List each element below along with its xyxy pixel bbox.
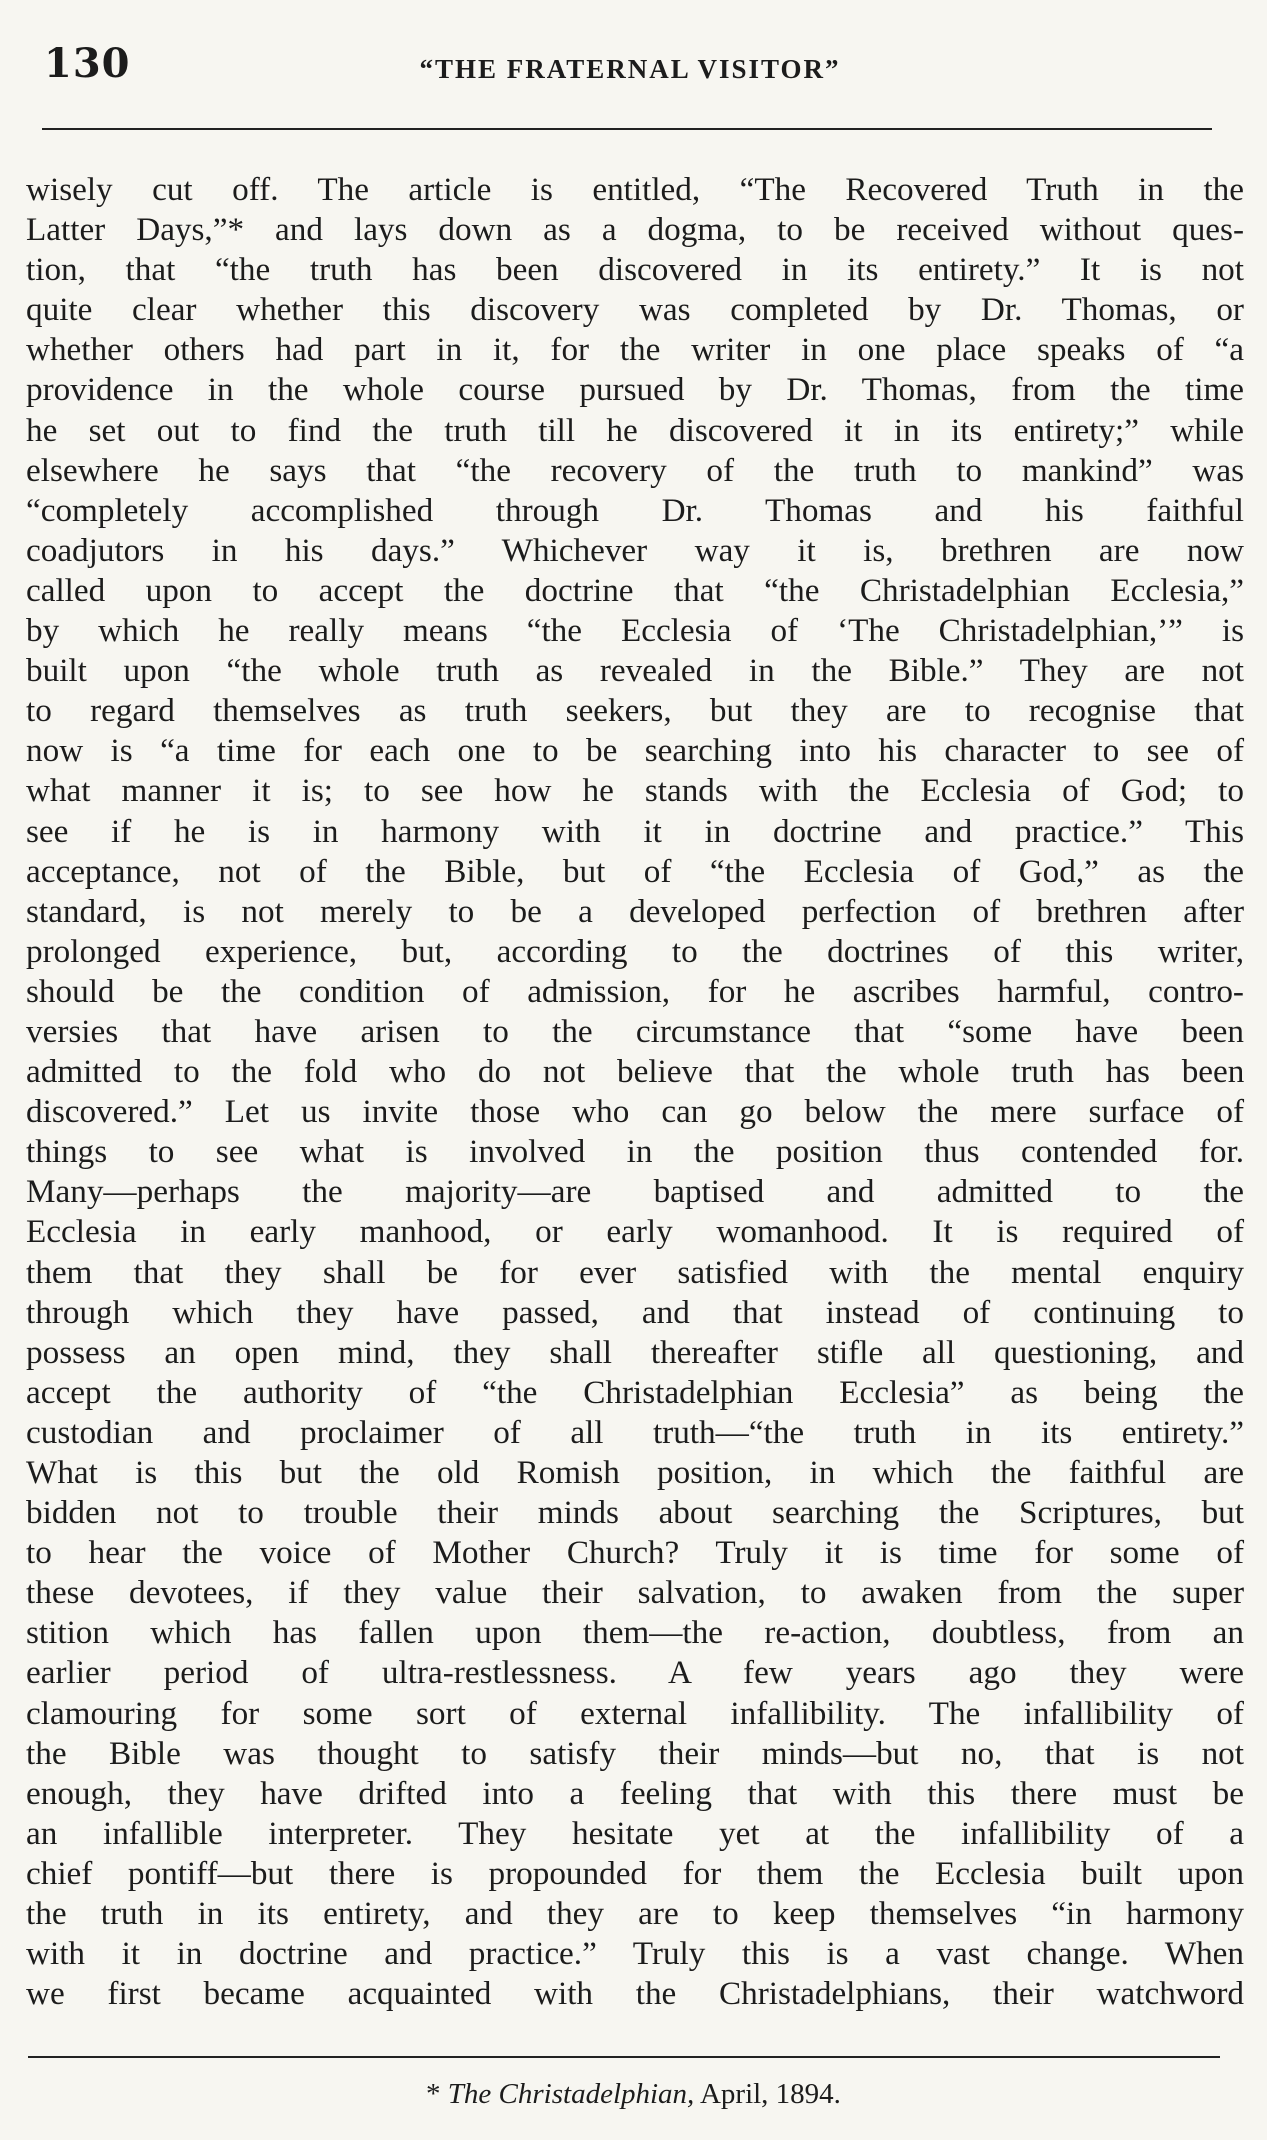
text-line: acceptance, not of the Bible, but of “the Ecclesia of God,” as the: [26, 852, 1244, 890]
page-header: [40, 38, 1220, 98]
text-line: What is this but the old Romish position, in which the faithful are: [26, 1454, 1244, 1491]
running-head: “THE FRATERNAL VISITOR”: [419, 54, 841, 84]
text-line: providence in the whole course pursued by Dr. Thomas, from the time: [26, 371, 1244, 409]
text-line: standard, is not merely to be a developed perfection of brethren after: [26, 892, 1244, 930]
text-line: enough, they have drifted into a feeling that with this there must be: [26, 1774, 1244, 1812]
text-line: tion, that “the truth has been discovered in its entirety.” It is not: [26, 251, 1244, 289]
body-text: [26, 170, 1244, 2014]
text-line: whether others had part in it, for the writer in one place speaks of “a: [26, 331, 1245, 369]
text-line: should be the condition of admission, for he ascribes harmful, contro-: [26, 972, 1244, 1010]
text-line: discovered.” Let us invite those who can go below the mere surface of: [26, 1093, 1244, 1131]
text-line: the Bible was thought to satisfy their minds—but no, that is not: [26, 1734, 1244, 1772]
text-line: versies that have arisen to the circumstance that “some have been: [26, 1012, 1244, 1050]
text-line: things to see what is involved in the position thus contended for.: [26, 1133, 1244, 1171]
text-line: these devotees, if they value their salvation, to awaken from the super: [26, 1574, 1244, 1612]
text-line: Latter Days,”* and lays down as a dogma, to be received without ques-: [26, 211, 1244, 249]
text-line: coadjutors in his days.” Whichever way it is, brethren are now: [26, 531, 1244, 569]
text-line: built upon “the whole truth as revealed in the Bible.” They are not: [26, 652, 1244, 690]
text-line: Many—perhaps the majority—are baptised and admitted to the: [26, 1173, 1244, 1211]
text-line: bidden not to trouble their minds about searching the Scriptures, but: [26, 1494, 1244, 1532]
text-line: quite clear whether this discovery was completed by Dr. Thomas, or: [26, 291, 1244, 329]
text-line: prolonged experience, but, according to the doctrines of this writer,: [26, 932, 1244, 970]
text-line: admitted to the fold who do not believe that the whole truth has been: [26, 1053, 1245, 1091]
text-line: he set out to find the truth till he discovered it in its entirety;” while: [26, 411, 1244, 449]
text-line: clamouring for some sort of external infallibility. The infallibility of: [26, 1694, 1244, 1732]
text-line: the truth in its entirety, and they are to keep themselves “in harmony: [26, 1895, 1244, 1933]
text-line: what manner it is; to see how he stands with the Ecclesia of God; to: [26, 772, 1244, 810]
text-line: “completely accomplished through Dr. Thomas and his faithful: [26, 491, 1244, 529]
text-line: chief pontiff—but there is propounded for them the Ecclesia built upon: [26, 1854, 1244, 1892]
footnote-rule: [28, 2056, 1220, 2058]
text-line: called upon to accept the doctrine that “the Christadelphian Ecclesia,”: [26, 571, 1244, 609]
footnote-source: The Christadelphian,: [447, 2078, 695, 2110]
text-line: with it in doctrine and practice.” Truly this is a vast change. When: [26, 1935, 1244, 1973]
text-line: we first became acquainted with the Christadelphians, their watchword: [26, 1975, 1244, 2013]
text-line: custodian and proclaimer of all truth—“the truth in its entirety.”: [26, 1413, 1244, 1451]
text-line: possess an open mind, they shall thereafter stifle all questioning, and: [26, 1333, 1244, 1371]
text-line: see if he is in harmony with it in doctrine and practice.” This: [26, 812, 1244, 850]
footnote-date: April, 1894.: [699, 2078, 841, 2110]
page-number: 130: [44, 40, 131, 87]
text-line: them that they shall be for ever satisfied with the mental enquiry: [26, 1253, 1244, 1291]
text-line: to regard themselves as truth seekers, but they are to recognise that: [26, 692, 1244, 730]
text-line: Ecclesia in early manhood, or early womanhood. It is required of: [26, 1213, 1244, 1251]
text-line: accept the authority of “the Christadelphian Ecclesia” as being the: [26, 1373, 1244, 1411]
text-line: now is “a time for each one to be searching into his character to see of: [26, 732, 1244, 770]
footnote-marker: *: [426, 2078, 441, 2110]
text-line: an infallible interpreter. They hesitate yet at the infallibility of a: [26, 1814, 1244, 1852]
text-line: elsewhere he says that “the recovery of the truth to mankind” was: [26, 451, 1244, 489]
text-line: through which they have passed, and that instead of continuing to: [26, 1293, 1244, 1331]
header-rule: [42, 128, 1212, 130]
text-line: stition which has fallen upon them—the re-action, doubtless, from an: [26, 1614, 1244, 1652]
footnote: [0, 2078, 1267, 2111]
text-line: by which he really means “the Ecclesia of ‘The Christadelphian,’” is: [26, 612, 1244, 650]
text-line: wisely cut off. The article is entitled, “The Recovered Truth in the: [26, 171, 1244, 208]
text-line: earlier period of ultra-restlessness. A few years ago they were: [26, 1654, 1244, 1692]
text-line: to hear the voice of Mother Church? Truly it is time for some of: [26, 1534, 1244, 1572]
